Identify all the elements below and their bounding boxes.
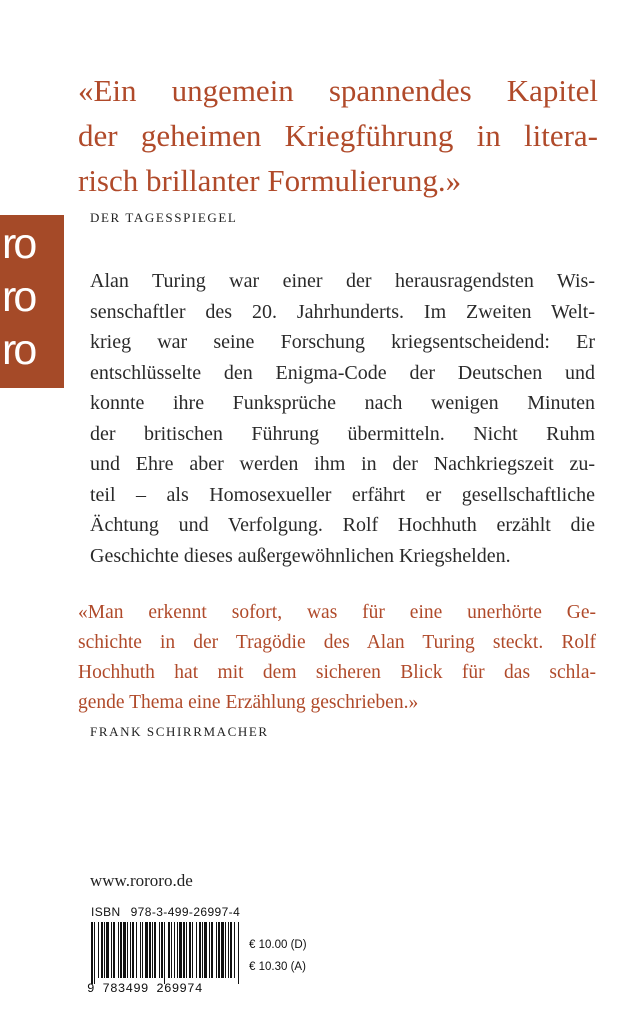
barcode-bar: [199, 922, 201, 978]
rororo-logo: [0, 215, 64, 388]
publisher-url[interactable]: www.rororo.de: [90, 871, 193, 890]
barcode-bar: [113, 922, 115, 978]
blurb-line: Geschichte dieses außergewöhnlichen Kriegshelden.: [90, 544, 511, 567]
barcode-bar: [154, 922, 156, 978]
barcode-bar: [183, 922, 185, 978]
barcode-bar: [209, 922, 210, 978]
barcode-bar: [127, 922, 128, 978]
barcode-bar: [94, 922, 95, 984]
barcode-bar: [216, 922, 217, 978]
barcode-bar: [202, 922, 203, 978]
barcode-bar: [91, 922, 93, 984]
barcode-bar: [104, 922, 105, 978]
barcode-bar: [230, 922, 232, 978]
barcode-bar: [196, 922, 197, 978]
blurb-text: [90, 266, 595, 571]
barcode-bar: [211, 922, 213, 978]
bottom-quote-source: FRANK SCHIRRMACHER: [90, 724, 269, 739]
barcode-bar: [118, 922, 119, 978]
isbn-line: [91, 905, 240, 919]
barcode-bar: [123, 922, 126, 978]
price-austria: € 10.30 (A): [249, 961, 306, 973]
barcode-bar: [101, 922, 103, 978]
blurb-line: senschaftler des 20. Jahrhunderts. Im Zweiten Welt-: [90, 300, 595, 323]
quote-line: «Man erkennt sofort, was für eine unerhörte Ge-: [78, 602, 596, 623]
logo-word: ro: [2, 220, 35, 268]
blurb-line: entschlüsselte den Enigma-Code der Deutschen und: [90, 361, 595, 384]
barcode-bar: [177, 922, 178, 978]
isbn-number: 978-3-499-26997-4: [130, 905, 241, 919]
barcode-bar: [132, 922, 134, 978]
blurb-line: krieg war seine Forschung kriegsentscheidend: Er: [90, 331, 595, 353]
blurb-line: teil – als Homosexueller erfährt er gesellschaftliche: [90, 483, 595, 506]
barcode-digits: 9 783499 269974: [87, 982, 203, 996]
barcode-bar: [221, 922, 224, 978]
price-list: [249, 934, 307, 978]
barcode-bar: [130, 922, 131, 978]
barcode-bar: [140, 922, 141, 978]
barcode-bar: [142, 922, 143, 978]
quote-line: «Ein ungemein spannendes Kapitel: [78, 73, 598, 108]
barcode-bar: [164, 922, 165, 984]
barcode-bar: [149, 922, 151, 978]
blurb-line: konnte ihre Funksprüche nach wenigen Minuten: [90, 392, 595, 414]
barcode-bar: [186, 922, 187, 978]
barcode-bar: [159, 922, 160, 978]
blurb-line: Alan Turing war einer der herausragendsten Wis-: [90, 270, 595, 292]
quote-line: schichte in der Tragödie des Alan Turing steckt. Rolf: [78, 632, 596, 653]
barcode-bar: [225, 922, 226, 978]
barcode-bar: [179, 922, 182, 978]
barcode-bars: [91, 922, 241, 984]
logo-word: ro: [2, 273, 35, 321]
price-germany: € 10.00 (D): [249, 939, 307, 951]
barcode-bar: [152, 922, 153, 978]
barcode-bar: [238, 922, 239, 984]
quote-line: der geheimen Kriegführung in litera-: [78, 118, 598, 153]
quote-line: Hochhuth hat mit dem sicheren Blick für das schla-: [78, 662, 596, 683]
quote-line: gende Thema eine Erzählung geschrieben.»: [78, 692, 419, 713]
barcode-bar: [120, 922, 122, 978]
barcode-bar: [204, 922, 207, 978]
isbn-label: ISBN: [91, 905, 121, 919]
barcode-bar: [111, 922, 112, 978]
barcode-bar: [106, 922, 109, 978]
barcode-bar: [168, 922, 170, 978]
barcode-bar: [218, 922, 220, 978]
blurb-line: der britischen Führung übermitteln. Nicht Ruhm: [90, 422, 595, 445]
barcode-bar: [136, 922, 137, 978]
barcode-bar: [98, 922, 99, 978]
barcode-bar: [189, 922, 191, 978]
top-quote: [78, 68, 598, 203]
top-quote-source: DER TAGESSPIEGEL: [90, 210, 238, 225]
logo-word: ro: [2, 326, 35, 374]
barcode-bar: [145, 922, 148, 978]
barcode-bar: [161, 922, 163, 978]
blurb-line: und Ehre aber werden ihm in der Nachkriegszeit zu-: [90, 453, 595, 475]
quote-line: risch brillanter Formulierung.»: [78, 163, 462, 198]
barcode-bar: [234, 922, 235, 978]
barcode-bar: [171, 922, 172, 978]
blurb-line: Ächtung und Verfolgung. Rolf Hochhuth erzählt die: [90, 514, 595, 536]
barcode-bar: [174, 922, 175, 978]
barcode-bar: [192, 922, 193, 978]
barcode-bar: [228, 922, 229, 978]
bottom-quote: [78, 598, 596, 718]
